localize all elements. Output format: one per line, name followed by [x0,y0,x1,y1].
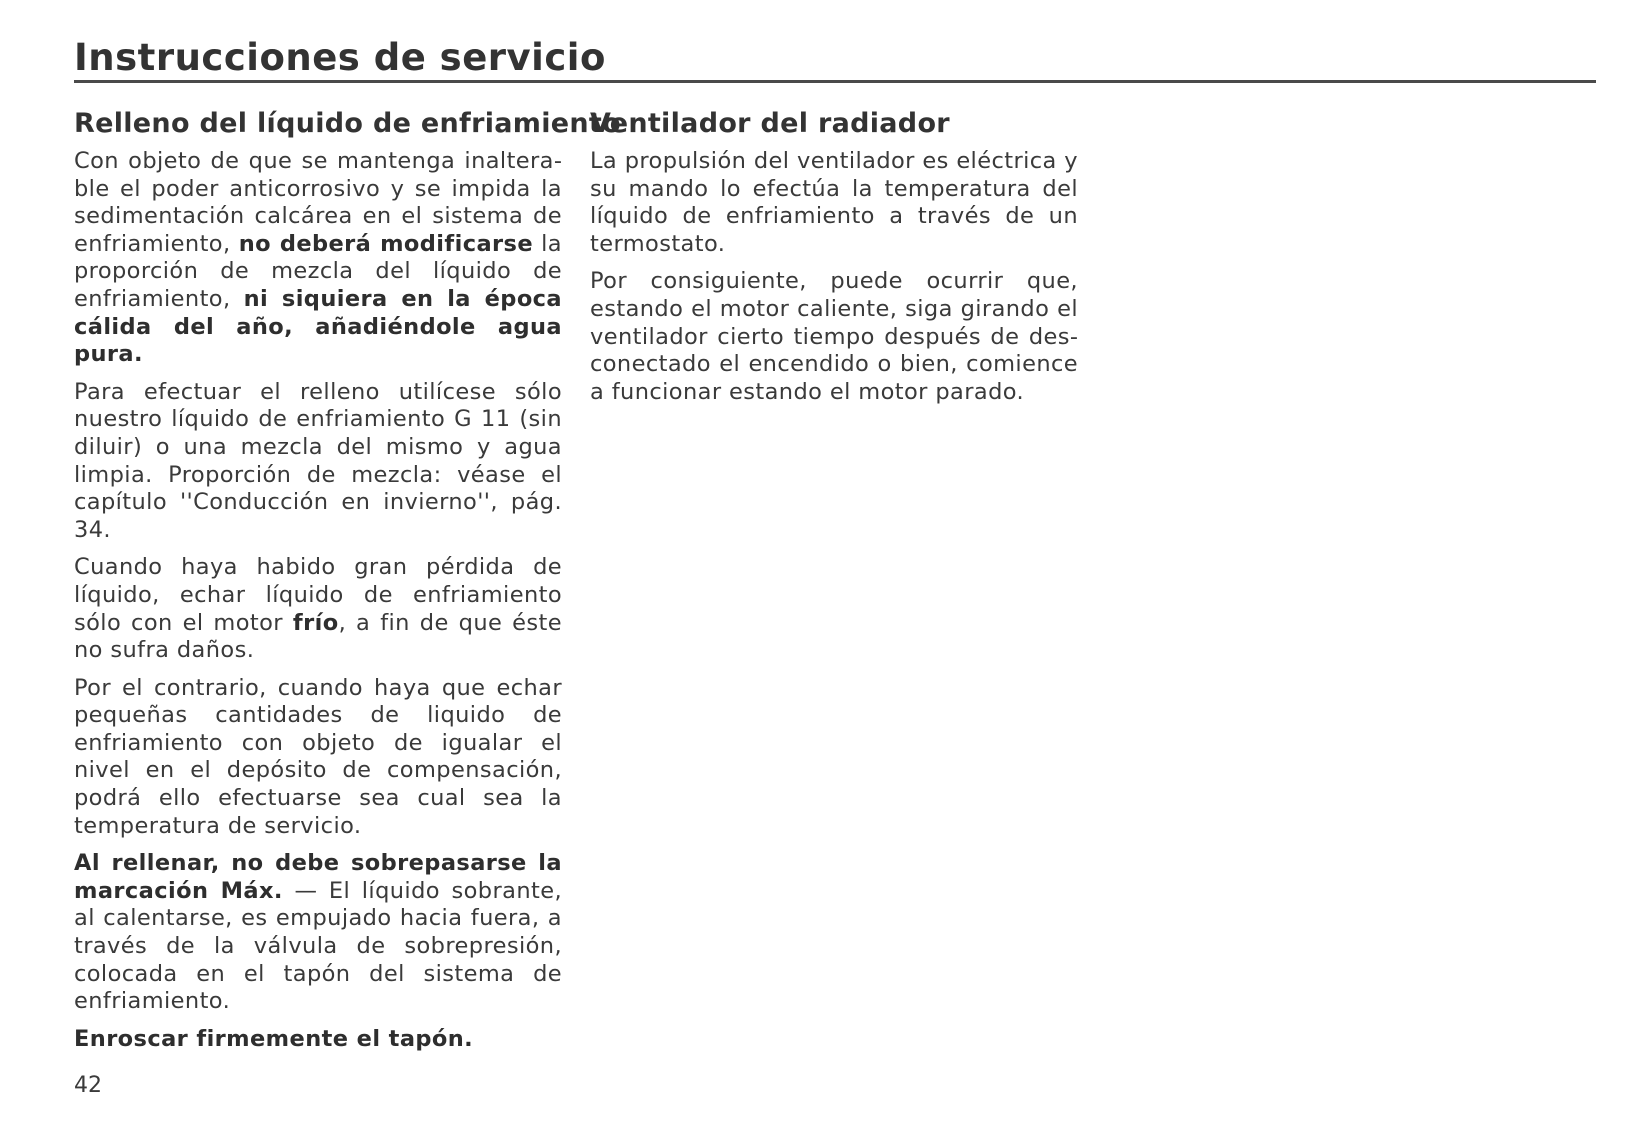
paragraph-anticorrosion [74,148,562,369]
emphasis-no-modify: no deberá modificarse [238,230,533,257]
section-heading-coolant-refill: Relleno del líquido de enfriamiento [74,108,621,139]
paragraph-fan-propulsion: La propulsión del ventilador es eléctrica y su mando lo efectúa la temperatura del líquido de enfriamiento a través de un termostato. [590,148,1078,257]
emphasis-max-mark: Al rellenar, no debe sobrepasarse la marcación Máx. [74,850,562,904]
emphasis-tighten-cap: Enroscar firmemente el tapón. [74,1025,474,1052]
text-run: — El líquido sobrante, al calentarse, es empujado hacia fuera, a través de la válvula de sobrepresión, colocada en el tapón del sistema de enfriamiento. [74,877,562,1015]
page-number: 42 [74,1073,102,1098]
page-title: Instrucciones de servicio [74,36,606,79]
text-run: la proporción de mezcla del líquido de enfriamiento, [74,230,562,312]
paragraph-large-loss [74,554,562,664]
text-run: Con objeto de que se mantenga inalterable el poder anticorrosivo y se impida la sedimentación calcárea en el sistema de enfriamiento, [74,148,562,257]
title-rule [74,80,1596,83]
paragraph-fan-after-off: Por consiguiente, puede ocurrir que, estando el motor caliente, siga girando el ventilador cierto tiempo después de desconectado el encendido o bien, comience a funcionar estando el motor parado. [590,268,1078,405]
text-run: , a fin de que éste no sufra daños. [74,609,562,664]
emphasis-warm-season: ni siquiera en la época cálida del año, añadiéndole agua pura. [74,285,562,368]
paragraph-small-quantities: Por el contrario, cuando haya que echar pequeñas cantidades de liquido de enfriamiento con objeto de igualar el nivel en el depósito de compensación, podrá ello efectuarse sea cual sea la temperatura de servicio. [74,674,562,839]
paragraph-tighten-cap [74,1026,562,1054]
section-radiator-fan [590,106,1078,416]
paragraph-refill-g11: Para efectuar el relleno utilícese sólo nuestro líquido de enfriamiento G 11 (sin diluir) o una mezcla del mismo y agua limpia. Proporción de mezcla: véase el capítulo ''Conducción en invierno'', pág. 34. [74,378,562,543]
section-heading-radiator-fan: Ventilador del radiador [590,108,950,139]
paragraph-max-mark [74,850,562,1016]
section-coolant-refill [74,106,621,1063]
text-run: Cuando haya habido gran pérdida de líquido, echar líquido de enfriamiento sólo con el motor [74,554,562,636]
emphasis-cold: frío [292,609,339,636]
